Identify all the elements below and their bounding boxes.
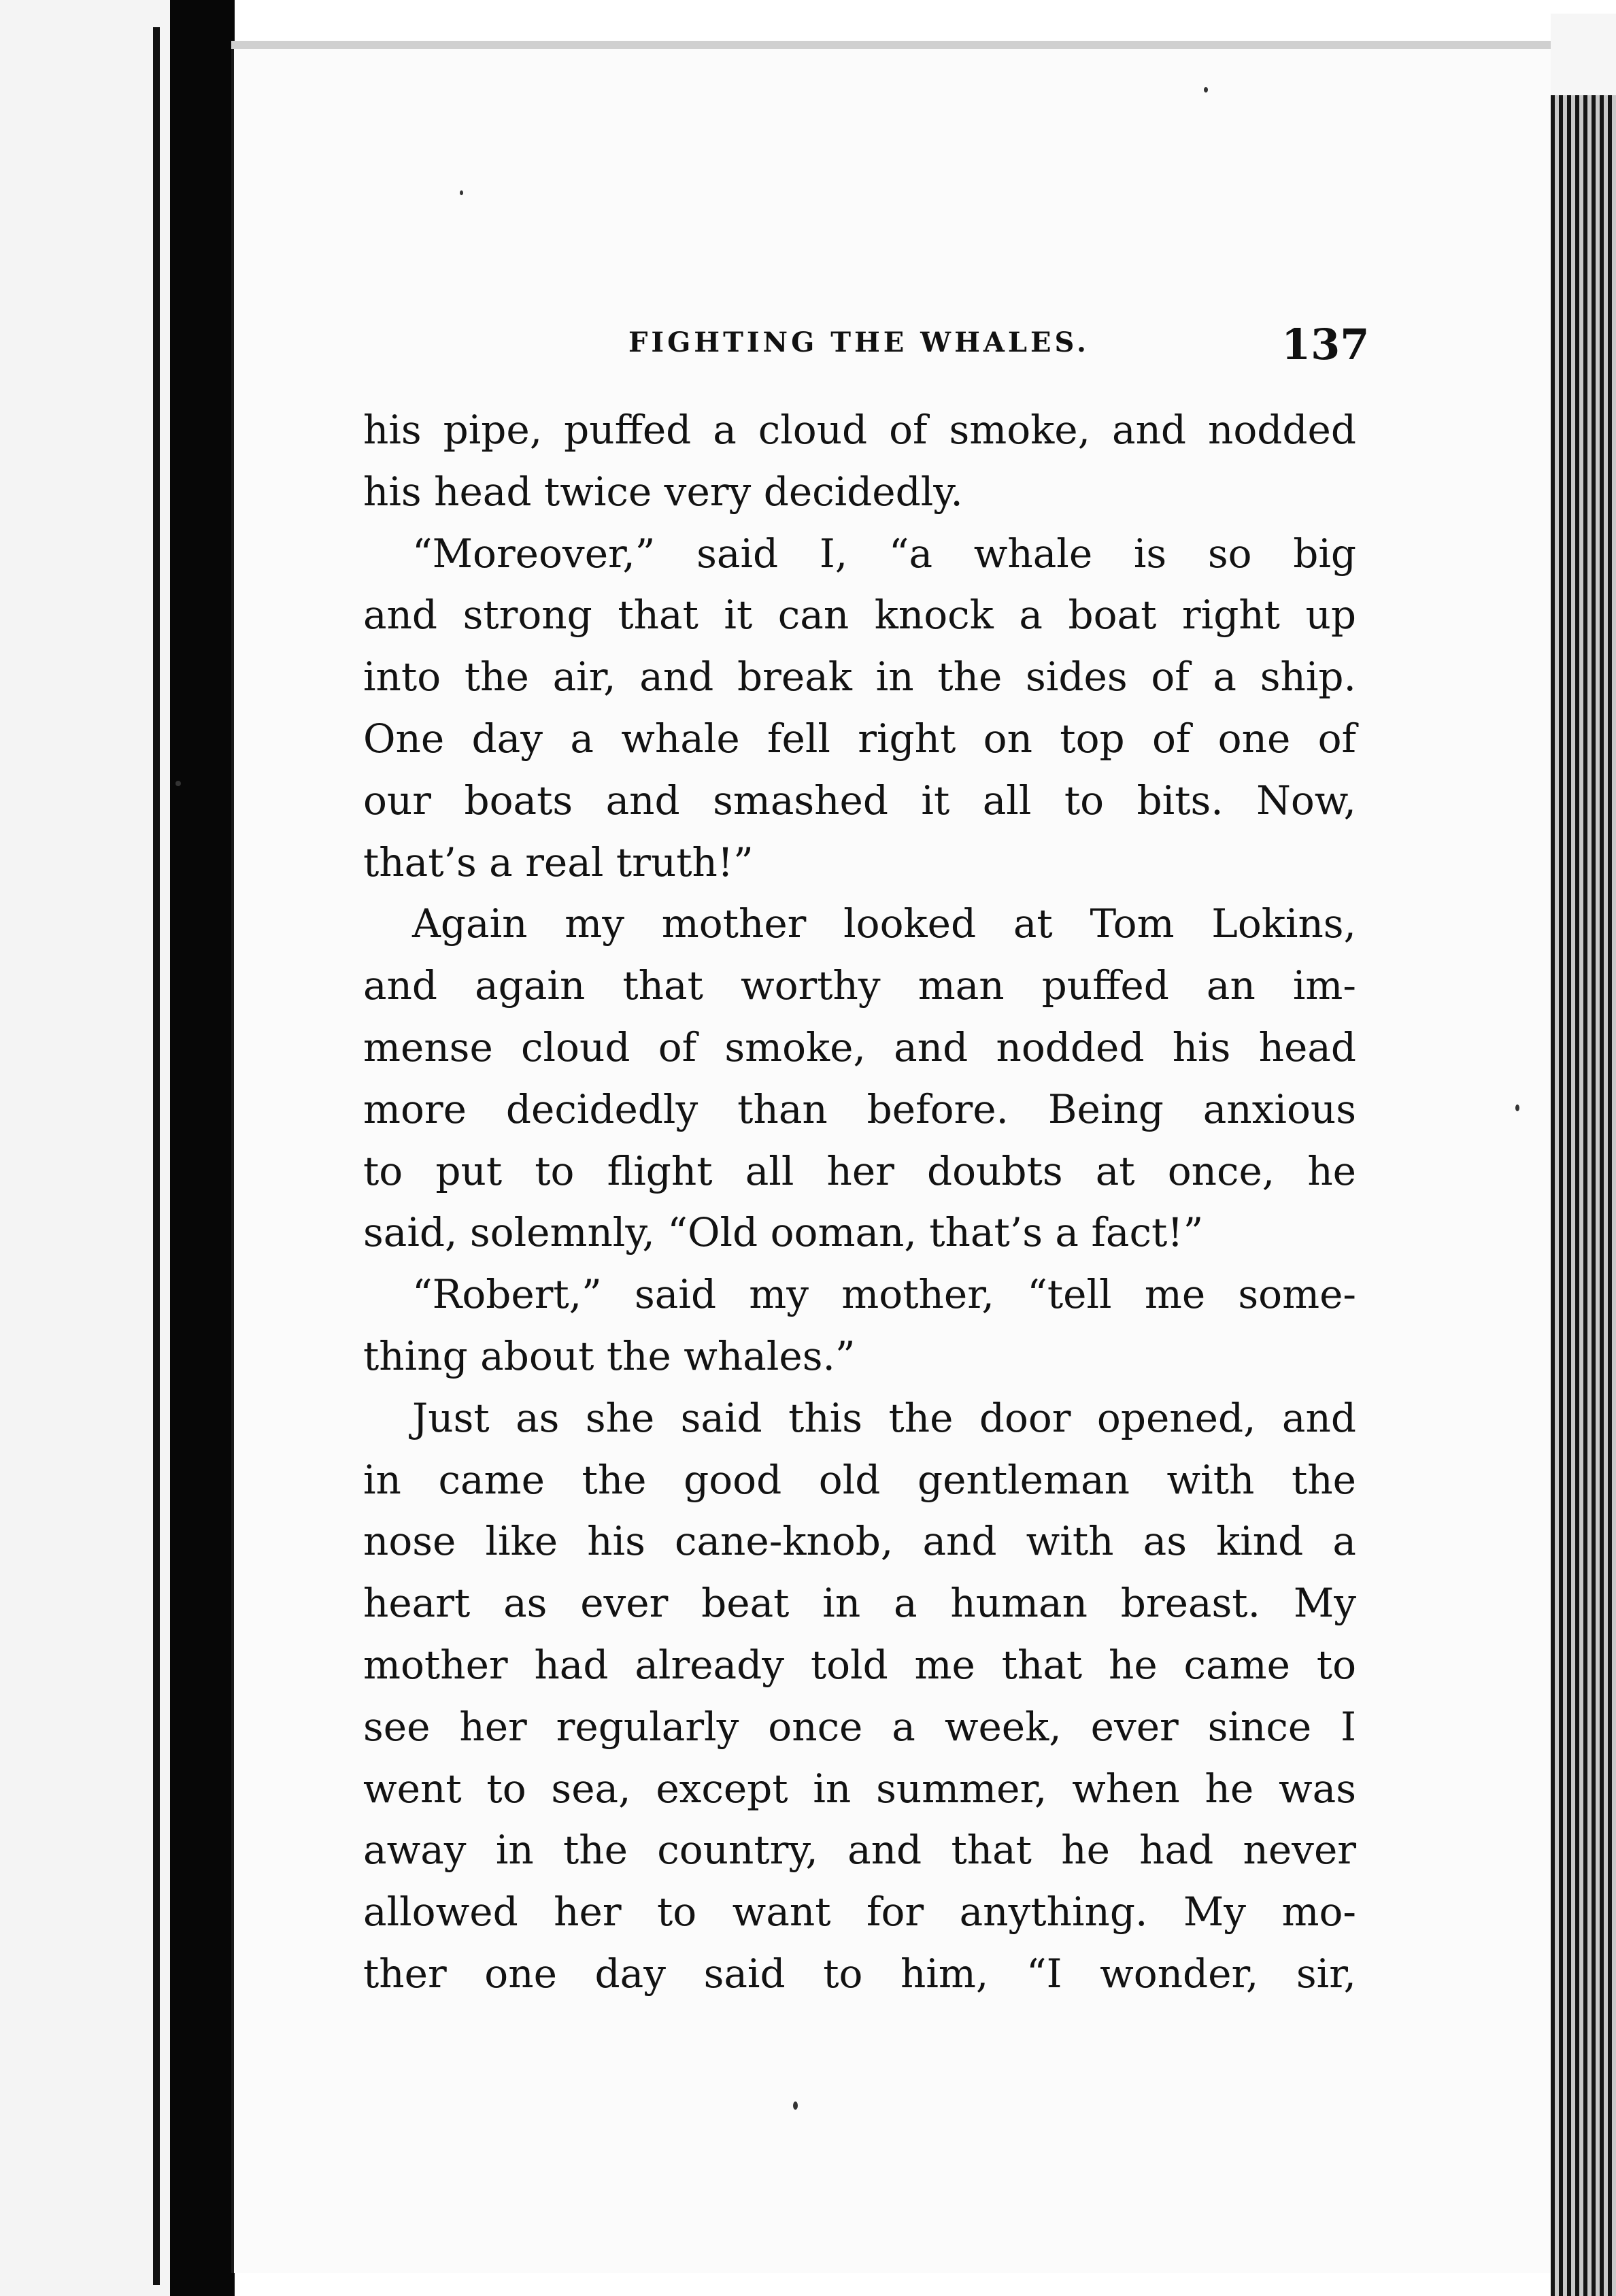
text-line: One day a whale fell right on top of one of bbox=[363, 715, 1356, 762]
book-gutter bbox=[170, 0, 235, 2296]
scan-speck bbox=[793, 2101, 798, 2110]
running-head bbox=[234, 320, 1553, 374]
scan-speck bbox=[175, 781, 181, 786]
text-line: allowed her to want for anything. My mo- bbox=[363, 1889, 1356, 1936]
previous-page-border bbox=[153, 27, 160, 2285]
text-line: nose like his cane-knob, and with as kind a bbox=[363, 1518, 1356, 1565]
text-line: Just as she said this the door opened, and bbox=[412, 1394, 1356, 1441]
text-line: and strong that it can knock a boat right up bbox=[363, 592, 1356, 639]
text-line: mother had already told me that he came to bbox=[363, 1641, 1356, 1688]
scan-speck bbox=[1204, 87, 1208, 92]
text-line: ther one day said to him, “I wonder, sir, bbox=[363, 1950, 1356, 1997]
text-line: his head twice very decidedly. bbox=[363, 468, 963, 515]
previous-page-edge bbox=[0, 0, 170, 2296]
text-line: heart as ever beat in a human breast. My bbox=[363, 1580, 1356, 1627]
text-line: that’s a real truth!” bbox=[363, 839, 754, 885]
text-line: into the air, and break in the sides of a ship. bbox=[363, 654, 1356, 700]
text-line: to put to flight all her doubts at once, he bbox=[363, 1147, 1356, 1194]
text-line: “Robert,” said my mother, “tell me some- bbox=[412, 1271, 1356, 1318]
body-text bbox=[363, 399, 1356, 2005]
text-line: see her regularly once a week, ever since I bbox=[363, 1703, 1356, 1750]
scan-speck bbox=[460, 190, 463, 195]
text-line: our boats and smashed it all to bits. Now, bbox=[363, 777, 1356, 824]
text-line: Again my mother looked at Tom Lokins, bbox=[412, 900, 1356, 947]
text-line: went to sea, except in summer, when he was bbox=[363, 1765, 1356, 1812]
text-line: in came the good old gentleman with the bbox=[363, 1456, 1356, 1503]
page-edge-stack bbox=[1551, 14, 1616, 2296]
text-line: away in the country, and that he had never bbox=[363, 1827, 1356, 1874]
text-line: said, solemnly, “Old ooman, that’s a fact!” bbox=[363, 1209, 1204, 1256]
scan-speck bbox=[1515, 1104, 1519, 1111]
text-line: his pipe, puffed a cloud of smoke, and nodded bbox=[363, 407, 1356, 453]
page-number: 137 bbox=[1281, 320, 1370, 369]
text-line: thing about the whales.” bbox=[363, 1332, 856, 1379]
running-title: FIGHTING THE WHALES. bbox=[628, 326, 1090, 358]
text-line: mense cloud of smoke, and nodded his head bbox=[363, 1024, 1356, 1070]
text-line: more decidedly than before. Being anxious bbox=[363, 1085, 1356, 1132]
text-line: and again that worthy man puffed an im- bbox=[363, 962, 1356, 1009]
text-line: “Moreover,” said I, “a whale is so big bbox=[412, 530, 1356, 577]
page-edge-curl bbox=[1551, 14, 1616, 95]
book-page bbox=[231, 49, 1553, 2273]
